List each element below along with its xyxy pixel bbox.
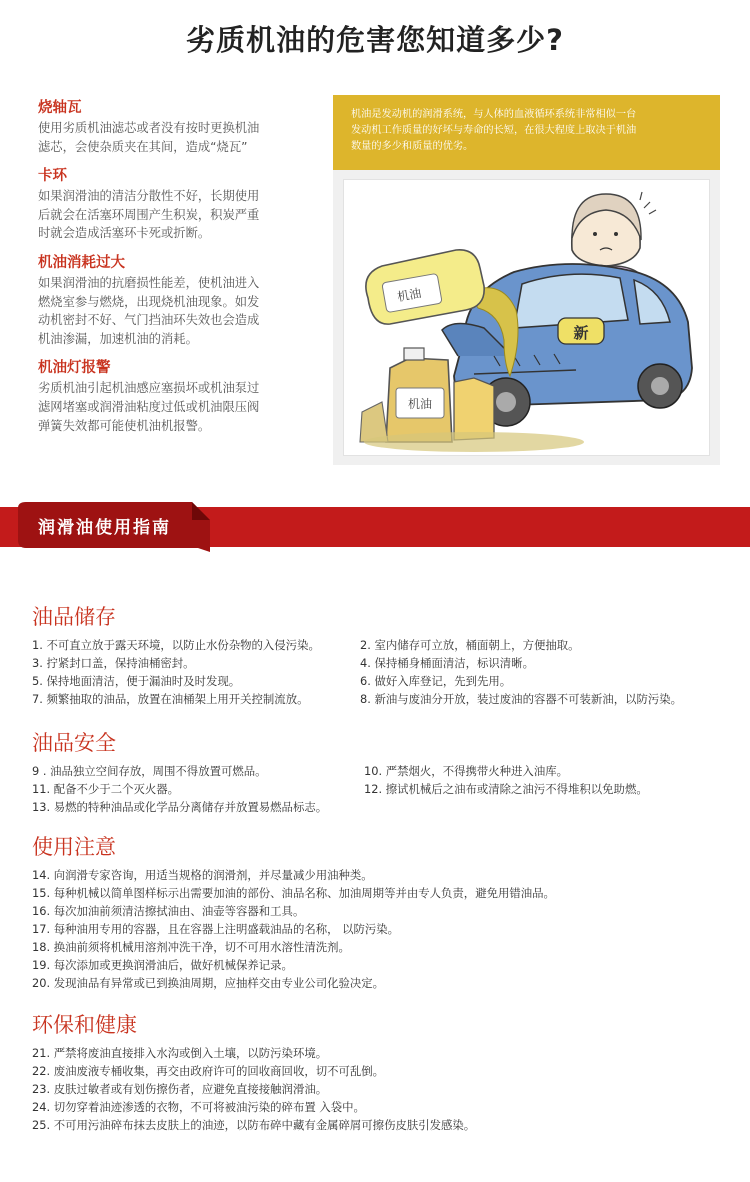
harm-line: 动机密封不好、气门挡油环失效也会造成 <box>38 313 260 328</box>
harm-line: 燃烧室参与燃烧，出现烧机油现象。如发 <box>38 294 260 309</box>
banner-title: 润滑油使用指南 <box>38 518 171 538</box>
info-line: 发动机工作质量的好坏与寿命的长短，在很大程度上取决于机油 <box>351 125 637 136</box>
section-title: 使用注意 <box>32 835 116 859</box>
guide-item: 17. 每种油用专用的容器，且在容器上注明盛载油品的名称， 以防污染。 <box>32 922 400 936</box>
harm-line: 滤芯，会使杂质夹在其间，造成“烧瓦” <box>38 139 248 154</box>
info-line: 数量的多少和质量的优劣。 <box>351 141 474 152</box>
info-line: 机油是发动机的润滑系统，与人体的血液循环系统非常相似一台 <box>351 109 637 120</box>
guide-item: 14. 向润滑专家咨询，用适当规格的润滑剂，并尽量减少用油种类。 <box>32 868 373 882</box>
guide-item: 9 . 油品独立空间存放，周围不得放置可燃品。 <box>32 764 267 778</box>
guide-item: 15. 每种机械以简单图样标示出需要加油的部份、油品名称、加油周期等并由专人负责，避免用错油品。 <box>32 886 555 900</box>
section-title: 环保和健康 <box>32 1013 137 1037</box>
illustration-svg <box>344 180 709 455</box>
oil-puddle <box>364 432 584 452</box>
harm-line: 如果润滑油的抗磨损性能差，使机油进入 <box>38 275 260 290</box>
page-title: 劣质机油的危害您知道多少? <box>186 23 564 57</box>
harm-text <box>38 119 300 156</box>
harm-line: 滤网堵塞或润滑油粘度过低或机油限压阀 <box>38 399 260 414</box>
harm-text <box>38 379 300 435</box>
section-oil-safety <box>32 729 732 817</box>
harm-title: 机油消耗过大 <box>38 254 125 271</box>
guide-item: 6. 做好入库登记，先到先用。 <box>360 674 512 688</box>
guide-item: 21. 严禁将废油直接排入水沟或倒入土壤，以防污染环境。 <box>32 1046 328 1060</box>
guide-item: 19. 每次添加或更换润滑油后，做好机械保养记录。 <box>32 958 293 972</box>
guide-item: 5. 保持地面清洁，便于漏油时及时发现。 <box>32 674 241 688</box>
guide-item: 23. 皮肤过敏者或有划伤擦伤者，应避免直接接触润滑油。 <box>32 1082 328 1096</box>
info-panel <box>333 95 720 465</box>
bottle-label: 机油 <box>396 286 423 305</box>
section-title: 油品安全 <box>32 731 116 755</box>
guide-item: 16. 每次加油前须清洁擦拭油由、油壶等容器和工具。 <box>32 904 305 918</box>
guide-item: 25. 不可用污油碎布抹去皮肤上的油迹，以防布碎中藏有金属碎屑可擦伤皮肤引发感染。 <box>32 1118 476 1132</box>
guide-item: 18. 换油前须将机械用溶剂冲洗干净，切不可用水溶性清洗剂。 <box>32 940 350 954</box>
harm-text <box>38 187 300 243</box>
harm-title: 烧轴瓦 <box>38 100 82 116</box>
harm-line: 劣质机油引起机油感应塞损坏或机油泵过 <box>38 381 260 396</box>
harm-title: 卡环 <box>38 168 67 185</box>
harm-line: 弹簧失效都可能使机油机报警。 <box>38 418 211 433</box>
section-oil-storage <box>32 603 732 707</box>
guide-item: 12. 擦试机械后之油布或清除之油污不得堆积以免助燃。 <box>364 782 648 796</box>
info-header <box>333 95 720 170</box>
harm-item-burn-bearing <box>38 98 300 156</box>
harm-text <box>38 274 300 348</box>
guide-item: 2. 室内储存可立放，桶面朝上，方便抽取。 <box>360 638 580 652</box>
oil-car-illustration <box>343 179 710 456</box>
guide-item: 11. 配备不少于二个灭火器。 <box>32 782 180 796</box>
harm-line: 机油渗漏，加速机油的消耗。 <box>38 331 198 346</box>
harm-line: 如果润滑油的清洁分散性不好，长期使用 <box>38 189 260 204</box>
guide-item: 1. 不可直立放于露天环境，以防止水份杂物的入侵污染。 <box>32 638 320 652</box>
harm-title: 机油灯报警 <box>38 360 111 377</box>
car-label: 新 <box>573 325 589 342</box>
oil-bottle-pouring <box>366 250 484 324</box>
guide-item: 22. 废油废液专桶收集，再交由政府许可的回收商回收，切不可乱倒。 <box>32 1064 385 1078</box>
guide-item: 8. 新油与废油分开放，装过废油的容器不可装新油，以防污染。 <box>360 692 683 706</box>
harm-line: 使用劣质机油滤芯或者没有按时更换机油 <box>38 121 260 135</box>
guide-item: 20. 发现油品有异常或已到换油周期，应抽样交由专业公司化验决定。 <box>32 976 385 990</box>
guide-item: 4. 保持桶身桶面清洁，标识清晰。 <box>360 656 534 670</box>
guide-item: 7. 频繁抽取的油品，放置在油桶架上用开关控制流放。 <box>32 692 309 706</box>
guide-item: 10. 严禁烟火，不得携带火种进入油库。 <box>364 764 568 778</box>
harm-item-ring-stuck <box>38 166 300 243</box>
guide-item: 13. 易燃的特种油品或化学品分离储存并放置易燃品标志。 <box>32 800 328 814</box>
section-environment-health <box>32 1011 732 1135</box>
harm-item-oil-light-alarm <box>38 358 300 435</box>
harm-line: 后就会在活塞环周围产生积炭，积炭严重 <box>38 207 260 222</box>
guide-item: 3. 拧紧封口盖，保持油桶密封。 <box>32 656 195 670</box>
section-title: 油品储存 <box>32 605 116 629</box>
harms-list <box>38 98 300 445</box>
harm-item-oil-consumption <box>38 253 300 348</box>
section-usage-notes <box>32 833 732 993</box>
harm-line: 时就会造成活塞环卡死或折断。 <box>38 226 211 241</box>
bottle-label: 机油 <box>407 397 433 411</box>
guide-item: 24. 切勿穿着油迹渗透的衣物，不可将被油污染的碎布置 入袋中。 <box>32 1100 365 1114</box>
